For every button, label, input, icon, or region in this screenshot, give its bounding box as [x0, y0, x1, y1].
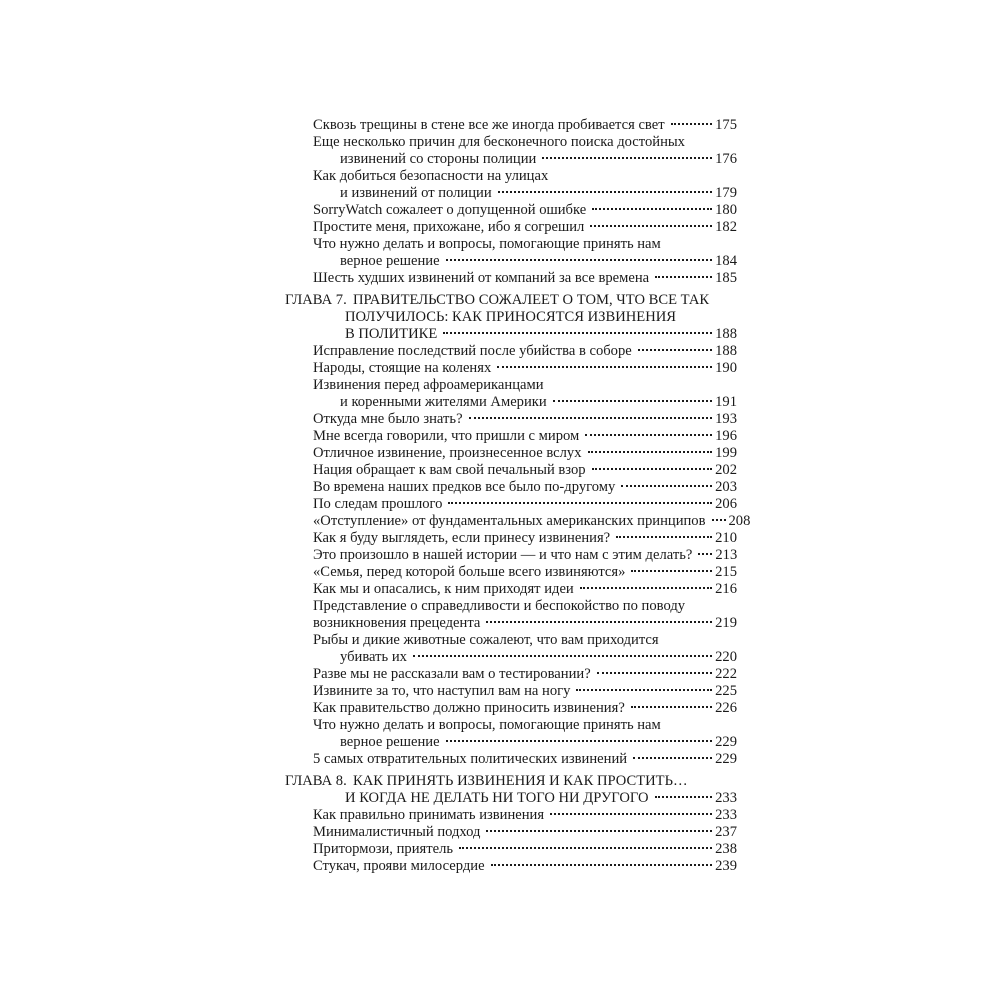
toc-page-number: 229: [715, 734, 737, 750]
toc-entry: [340, 648, 737, 666]
toc-page-number: 175: [715, 117, 737, 133]
dot-leader: [542, 157, 712, 159]
toc-entry-title: Как мы и опасались, к ним приходят идеи: [313, 581, 574, 597]
toc-entry: [313, 133, 685, 151]
toc-entry: [313, 563, 737, 581]
toc-page-number: 190: [715, 360, 737, 376]
toc-entry-title: Что нужно делать и вопросы, помогающие принять нам: [313, 717, 661, 733]
toc-entry: [313, 512, 751, 530]
toc-entry-title: Как правильно принимать извинения: [313, 807, 545, 823]
toc-entry-title: «Отступление» от фундаментальных американских принципов: [313, 513, 706, 529]
toc-entry: [313, 857, 737, 875]
toc-entry: [313, 410, 737, 428]
dot-leader: [590, 225, 712, 227]
toc-entry-title: Исправление последствий после убийства в соборе: [313, 343, 632, 359]
toc-entry: [313, 529, 737, 547]
toc-page-number: 220: [715, 649, 737, 665]
toc-entry-title: 5 самых отвратительных политических извинений: [313, 751, 628, 767]
dot-leader: [550, 813, 712, 815]
toc-entry: [340, 184, 737, 202]
toc-entry: [313, 750, 737, 768]
dot-leader: [592, 208, 712, 210]
toc-entry: [313, 665, 737, 683]
dot-leader: [698, 553, 712, 555]
toc-entry-title: Извините за то, что наступил вам на ногу: [313, 683, 571, 699]
toc-page-number: 213: [715, 547, 738, 563]
toc-entry: [340, 252, 737, 270]
dot-leader: [486, 621, 712, 623]
toc-entry: [313, 495, 737, 513]
toc-entry: [313, 699, 737, 717]
toc-entry-title: возникновения прецедента: [313, 615, 481, 631]
toc-entry-title: Шесть худших извинений от компаний за все времена: [313, 270, 650, 286]
toc-entry-title: Что нужно делать и вопросы, помогающие принять нам: [313, 236, 661, 252]
toc-entry: [313, 359, 737, 377]
toc-page-number: 179: [715, 185, 737, 201]
dot-leader: [413, 655, 712, 657]
toc-entry: [313, 235, 661, 253]
toc-entry: [313, 116, 737, 134]
toc-entry-title: и извинений от полиции: [340, 185, 492, 201]
chapter-label: ГЛАВА 8.: [285, 773, 347, 789]
dot-leader: [580, 587, 712, 589]
toc-page-number: 196: [715, 428, 737, 444]
toc-page-number: 210: [715, 530, 737, 546]
toc-page-number: 215: [715, 564, 737, 580]
toc-entry: [313, 461, 737, 479]
toc-entry-title: Отличное извинение, произнесенное вслух: [313, 445, 582, 461]
toc-entry: [313, 631, 659, 649]
toc-entry: [313, 580, 737, 598]
toc-page-number: 226: [715, 700, 737, 716]
toc-page-number: 202: [715, 462, 737, 478]
toc-page-number: 199: [715, 445, 737, 461]
toc-entry-title: Нация обращает к вам свой печальный взор: [313, 462, 586, 478]
dot-leader: [638, 349, 712, 351]
dot-leader: [655, 796, 713, 798]
toc-page-number: 233: [715, 790, 737, 806]
toc-page-number: 193: [715, 411, 737, 427]
toc-entry-title: верное решение: [340, 734, 440, 750]
toc-entry: [313, 614, 737, 632]
toc-page-number: 191: [715, 394, 737, 410]
toc-page-number: 182: [715, 219, 737, 235]
toc-page-number: 206: [715, 496, 737, 512]
toc-entry-title: Стукач, прояви милосердие: [313, 858, 485, 874]
toc-entry-title: ПРАВИТЕЛЬСТВО СОЖАЛЕЕТ О ТОМ, ЧТО ВСЕ ТАК: [353, 292, 710, 308]
toc-page-number: 184: [715, 253, 737, 269]
toc-entry: [313, 716, 661, 734]
dot-leader: [459, 847, 712, 849]
dot-leader: [621, 485, 712, 487]
toc-entry-title: и коренными жителями Америки: [340, 394, 547, 410]
toc-entry: [340, 733, 737, 751]
toc-entry: [313, 342, 737, 360]
toc-entry-title: Представление о справедливости и беспокойство по поводу: [313, 598, 686, 614]
dot-leader: [633, 757, 712, 759]
toc-page-number: 188: [715, 326, 737, 342]
dot-leader: [497, 366, 712, 368]
toc-entry-title: Народы, стоящие на коленях: [313, 360, 492, 376]
toc-page-number: 219: [715, 615, 737, 631]
dot-leader: [491, 864, 713, 866]
toc-page-number: 216: [715, 581, 737, 597]
toc-entry: [353, 772, 688, 790]
dot-leader: [443, 332, 712, 334]
toc-entry: [340, 150, 737, 168]
toc-entry: [313, 682, 737, 700]
toc-entry: [313, 546, 737, 564]
dot-leader: [585, 434, 712, 436]
dot-leader: [486, 830, 712, 832]
dot-leader: [616, 536, 712, 538]
chapter-label: ГЛАВА 7.: [285, 292, 347, 308]
toc-page-number: 185: [715, 270, 737, 286]
toc-entry-title: «Семья, перед которой больше всего извиняются»: [313, 564, 626, 580]
toc-entry: [313, 218, 737, 236]
toc-entry-title: Это произошло в нашей истории — и что нам с этим делать?: [313, 547, 693, 563]
toc-page-number: 208: [728, 513, 751, 529]
toc-entry: [353, 291, 709, 309]
dot-leader: [576, 689, 712, 691]
toc-entry: [313, 840, 737, 858]
dot-leader: [553, 400, 712, 402]
toc-entry-title: Разве мы не рассказали вам о тестировании?: [313, 666, 591, 682]
dot-leader: [588, 451, 713, 453]
toc-entry: [313, 823, 737, 841]
dot-leader: [631, 706, 712, 708]
toc-entry-title: Мне всегда говорили, что пришли с миром: [313, 428, 580, 444]
toc-entry: [345, 308, 676, 326]
toc-page-number: 239: [715, 858, 737, 874]
toc-entry-title: Рыбы и дикие животные сожалеют, что вам приходится: [313, 632, 659, 648]
dot-leader: [592, 468, 713, 470]
toc-page-number: 238: [715, 841, 737, 857]
dot-leader: [597, 672, 712, 674]
toc-entry-title: Извинения перед афроамериканцами: [313, 377, 544, 393]
toc-entry: [313, 376, 544, 394]
toc-entry-title: SorryWatch сожалеет о допущенной ошибке: [313, 202, 587, 218]
toc-entry-title: Как добиться безопасности на улицах: [313, 168, 549, 184]
toc-entry: [345, 789, 737, 807]
toc-entry-title: В ПОЛИТИКЕ: [345, 326, 438, 342]
dot-leader: [446, 740, 713, 742]
dot-leader: [631, 570, 712, 572]
toc-page-number: 180: [715, 202, 737, 218]
toc-page-number: 229: [715, 751, 737, 767]
toc-entry-title: КАК ПРИНЯТЬ ИЗВИНЕНИЯ И КАК ПРОСТИТЬ…: [353, 773, 688, 789]
toc-entry-title: извинений со стороны полиции: [340, 151, 537, 167]
toc-page-number: 188: [715, 343, 737, 359]
toc-entry-title: Сквозь трещины в стене все же иногда пробивается свет: [313, 117, 665, 133]
toc-entry-title: убивать их: [340, 649, 407, 665]
toc-entry-title: Во времена наших предков все было по-другому: [313, 479, 616, 495]
dot-leader: [655, 276, 712, 278]
toc-page-number: 222: [715, 666, 737, 682]
toc-entry-title: Минималистичный подход: [313, 824, 481, 840]
toc-entry: [313, 167, 548, 185]
toc-entry: [313, 806, 737, 824]
toc-entry-title: ПОЛУЧИЛОСЬ: КАК ПРИНОСЯТСЯ ИЗВИНЕНИЯ: [345, 309, 677, 325]
toc-entry-title: Откуда мне было знать?: [313, 411, 463, 427]
dot-leader: [712, 519, 726, 521]
dot-leader: [469, 417, 713, 419]
toc-entry: [313, 201, 737, 219]
toc-entry-title: Как правительство должно приносить извинения?: [313, 700, 625, 716]
toc-entry-title: Простите меня, прихожане, ибо я согрешил: [313, 219, 585, 235]
toc-entry: [313, 478, 737, 496]
toc-page-number: 237: [715, 824, 737, 840]
toc-page-number: 225: [715, 683, 737, 699]
toc-entry: [313, 269, 737, 287]
toc-entry: [345, 325, 737, 343]
toc-entry-title: По следам прошлого: [313, 496, 443, 512]
toc-entry-title: Еще несколько причин для бесконечного поиска достойных: [313, 134, 685, 150]
toc-entry: [313, 444, 737, 462]
toc-entry-title: Как я буду выглядеть, если принесу извинения?: [313, 530, 611, 546]
toc-page-number: 233: [715, 807, 737, 823]
toc-entry-title: верное решение: [340, 253, 440, 269]
dot-leader: [446, 259, 713, 261]
toc-page-number: 176: [715, 151, 737, 167]
dot-leader: [448, 502, 712, 504]
dot-leader: [671, 123, 713, 125]
toc-entry-title: И КОГДА НЕ ДЕЛАТЬ НИ ТОГО НИ ДРУГОГО: [345, 790, 649, 806]
toc-page-number: 203: [715, 479, 737, 495]
toc-entry: [313, 597, 685, 615]
toc-entry-title: Притормози, приятель: [313, 841, 454, 857]
toc-entry: [313, 427, 737, 445]
dot-leader: [498, 191, 712, 193]
toc-entry: [340, 393, 737, 411]
